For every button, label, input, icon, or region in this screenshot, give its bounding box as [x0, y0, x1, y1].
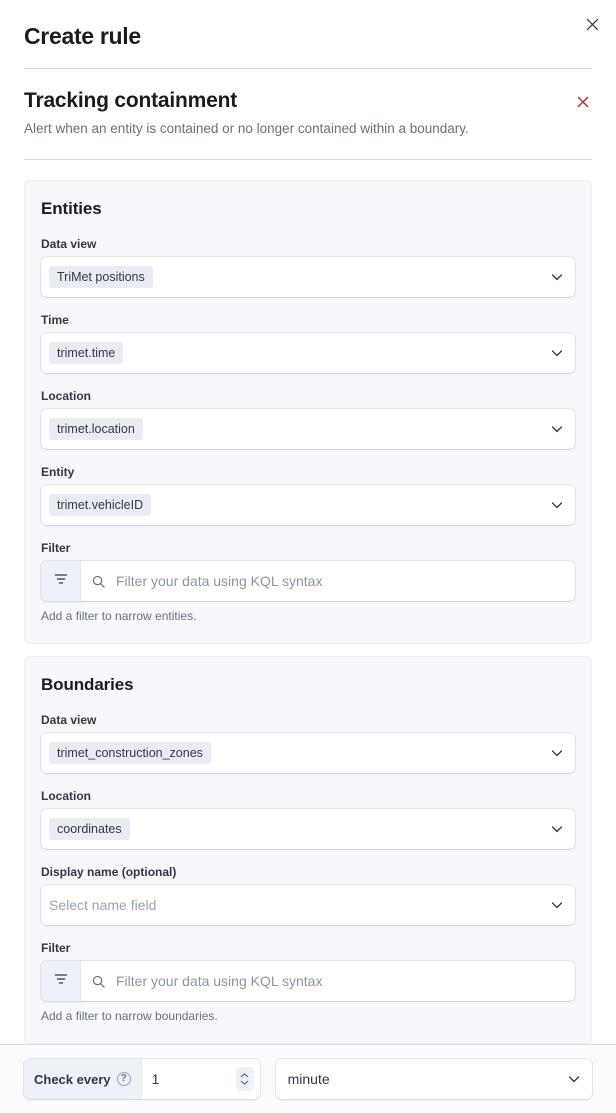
quantity-stepper[interactable] [236, 1067, 254, 1091]
search-icon [91, 574, 106, 589]
boundaries-data-view-label: Data view [41, 713, 97, 727]
entities-time-combobox[interactable] [41, 333, 575, 373]
boundaries-filter-row [41, 961, 575, 1001]
boundaries-data-view-field [41, 711, 575, 773]
chevron-down-icon [549, 497, 565, 513]
entities-filter-input[interactable] [114, 563, 565, 599]
boundaries-filter-label: Filter [41, 941, 71, 955]
check-every-text: Check every [34, 1071, 111, 1087]
flyout-body [0, 68, 616, 1044]
chevron-down-icon [549, 421, 565, 437]
chevron-down-icon [549, 345, 565, 361]
boundaries-panel [24, 656, 592, 1044]
flyout-scroll-area[interactable] [0, 68, 616, 1044]
boundaries-display-name-label: Display name (optional) [41, 865, 177, 879]
section-description: Alert when an entity is contained or no longer contained within a boundary. [24, 121, 469, 136]
entities-panel [24, 180, 592, 644]
flyout-footer [0, 1044, 616, 1113]
boundaries-data-view-value: trimet_construction_zones [49, 742, 211, 764]
filter-icon [53, 571, 69, 592]
boundaries-display-name-combobox[interactable] [41, 885, 575, 925]
entities-time-value: trimet.time [49, 342, 123, 364]
check-interval-field [142, 1059, 260, 1099]
page-title: Create rule [24, 23, 141, 49]
entities-entity-value: trimet.vehicleID [49, 494, 151, 516]
entities-panel-title: Entities [41, 199, 102, 218]
entities-add-filter-button[interactable] [41, 561, 81, 601]
boundaries-data-view-combobox[interactable] [41, 733, 575, 773]
entities-data-view-value: TriMet positions [49, 266, 153, 288]
boundaries-filter-input-wrap[interactable] [81, 961, 575, 1001]
chevron-down-icon [549, 897, 565, 913]
entities-filter-help: Add a filter to narrow entities. [41, 609, 197, 623]
chevron-down-icon [566, 1071, 582, 1087]
entities-location-combobox[interactable] [41, 409, 575, 449]
close-icon [585, 17, 600, 32]
filter-icon [53, 971, 69, 992]
section-divider [24, 159, 592, 160]
entities-location-value: trimet.location [49, 418, 143, 440]
boundaries-location-combobox[interactable] [41, 809, 575, 849]
search-icon [91, 974, 106, 989]
entities-data-view-combobox[interactable] [41, 257, 575, 297]
entities-filter-row [41, 561, 575, 601]
entities-filter-input-wrap[interactable] [81, 561, 575, 601]
flyout-header [0, 0, 616, 68]
chevron-down-icon [549, 745, 565, 761]
check-every-control [24, 1059, 260, 1099]
boundaries-filter-help: Add a filter to narrow boundaries. [41, 1009, 218, 1023]
boundaries-filter-input[interactable] [114, 963, 565, 999]
boundaries-location-value: coordinates [49, 818, 130, 840]
entities-filter-label: Filter [41, 541, 71, 555]
remove-section-button[interactable] [572, 93, 594, 115]
boundaries-display-name-placeholder: Select name field [49, 897, 157, 913]
boundaries-add-filter-button[interactable] [41, 961, 81, 1001]
entities-entity-field [41, 463, 575, 525]
check-interval-unit-select[interactable] [276, 1059, 592, 1099]
question-in-circle-icon[interactable]: ? [117, 1072, 131, 1086]
close-icon [576, 95, 590, 114]
entities-data-view-field [41, 235, 575, 297]
entities-location-field [41, 387, 575, 449]
check-interval-unit-value: minute [287, 1071, 330, 1087]
entities-entity-combobox[interactable] [41, 485, 575, 525]
boundaries-filter-field [41, 939, 575, 1025]
entities-location-label: Location [41, 389, 91, 403]
entities-filter-field [41, 539, 575, 625]
boundaries-panel-title: Boundaries [41, 675, 134, 694]
check-every-label [24, 1059, 142, 1099]
chevron-down-icon [549, 821, 565, 837]
rule-type-section-header [0, 69, 616, 139]
entities-data-view-label: Data view [41, 237, 97, 251]
entities-entity-label: Entity [41, 465, 75, 479]
entities-time-field [41, 311, 575, 373]
boundaries-display-name-field [41, 863, 575, 925]
section-title: Tracking containment [24, 89, 238, 112]
boundaries-location-label: Location [41, 789, 91, 803]
chevron-down-icon [549, 269, 565, 285]
boundaries-location-field [41, 787, 575, 849]
entities-time-label: Time [41, 313, 69, 327]
close-flyout-button[interactable] [578, 10, 606, 38]
